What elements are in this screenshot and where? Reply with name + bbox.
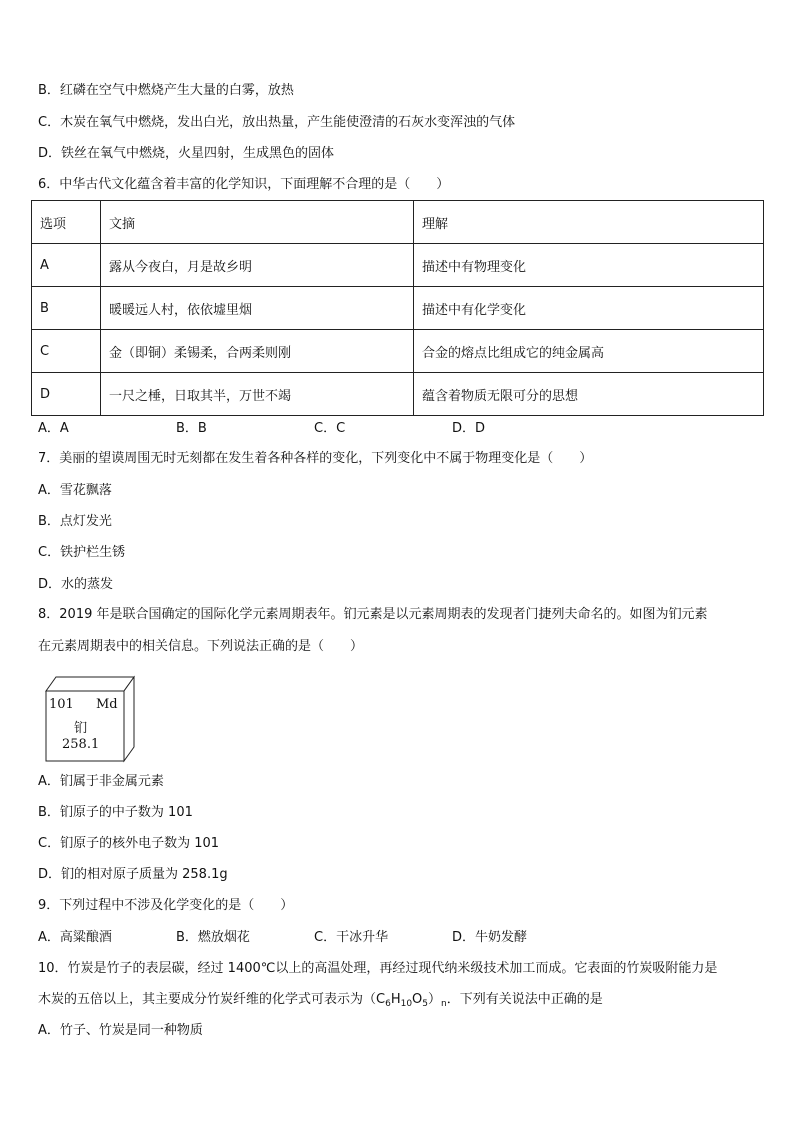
table-cell: A — [32, 244, 101, 287]
q6-option-a: A．A — [38, 421, 69, 436]
q9-option-c: C．干冰升华 — [314, 930, 389, 945]
table-row — [32, 244, 764, 287]
prev-option-b: B．红磷在空气中燃烧产生大量的白雾，放热 — [38, 83, 294, 98]
q7-option-a: A．雪花飘落 — [38, 483, 112, 498]
q6-table — [31, 200, 764, 416]
q10-line2-post: ．下列有关说法中正确的是 — [446, 992, 603, 1007]
table-cell: 露从今夜白，月是故乡明 — [101, 244, 414, 287]
formula-sub-o: 5 — [422, 999, 429, 1009]
q9-option-a: A．高粱酿酒 — [38, 930, 112, 945]
table-header-row — [32, 201, 764, 244]
table-cell: 蕴含着物质无限可分的思想 — [414, 373, 764, 416]
q9-option-d: D．牛奶发酵 — [452, 930, 528, 945]
table-cell: D — [32, 373, 101, 416]
table-header-cell: 选项 — [32, 201, 101, 244]
q7-option-d: D．水的蒸发 — [38, 577, 114, 592]
formula-sub-c: 6 — [385, 999, 391, 1009]
q9-option-b: B．燃放烟花 — [176, 930, 250, 945]
formula-close: ） — [428, 992, 442, 1007]
table-cell: 金（即铜）柔锡柔，合两柔则刚 — [101, 330, 414, 373]
table-cell: 描述中有化学变化 — [414, 287, 764, 330]
table-cell: 一尺之棰，日取其半，万世不竭 — [101, 373, 414, 416]
element-cube-figure — [38, 673, 138, 763]
table-header-cell: 理解 — [414, 201, 764, 244]
formula-sub-n: n — [441, 999, 447, 1009]
formula-o: O — [412, 992, 423, 1007]
table-header-cell: 文摘 — [101, 201, 414, 244]
q7-option-b: B．点灯发光 — [38, 514, 112, 529]
q7-option-c: C．铁护栏生锈 — [38, 545, 126, 560]
q10-option-a: A．竹子、竹炭是同一种物质 — [38, 1023, 203, 1038]
prev-option-d: D．铁丝在氧气中燃烧，火星四射，生成黑色的固体 — [38, 146, 335, 161]
table-cell: 合金的熔点比组成它的纯金属高 — [414, 330, 764, 373]
q6-option-d: D．D — [452, 421, 486, 436]
table-cell: C — [32, 330, 101, 373]
table-cell: 暖暖远人村，依依墟里烟 — [101, 287, 414, 330]
q8-stem-line2: 在元素周期表中的相关信息。下列说法正确的是（ ） — [38, 639, 364, 654]
q6-option-c: C．C — [314, 421, 346, 436]
q10-stem-line2 — [38, 991, 603, 1013]
q8-option-d: D．钔的相对原子质量为 258.1g — [38, 867, 228, 882]
table-row — [32, 373, 764, 416]
q10-stem-line1: 10．竹炭是竹子的表层碳，经过 1400℃以上的高温处理，再经过现代纳米级技术加工而成。它表面的竹炭吸附能力是 — [38, 961, 718, 976]
q6-option-b: B．B — [176, 421, 207, 436]
table-row — [32, 330, 764, 373]
table-cell: B — [32, 287, 101, 330]
q9-stem: 9．下列过程中不涉及化学变化的是（ ） — [38, 898, 294, 913]
table-row — [32, 287, 764, 330]
q10-line2-pre: 木炭的五倍以上，其主要成分竹炭纤维的化学式可表示为（C — [38, 992, 386, 1007]
formula-h: H — [390, 992, 401, 1007]
q7-stem: 7．美丽的望谟周围无时无刻都在发生着各种各样的变化，下列变化中不属于物理变化是（ ） — [38, 451, 593, 466]
q8-stem-line1: 8．2019 年是联合国确定的国际化学元素周期表年。钔元素是以元素周期表的发现者门捷列夫命名的。如图为钔元素 — [38, 607, 708, 622]
q8-option-c: C．钔原子的核外电子数为 101 — [38, 836, 220, 851]
q6-stem: 6．中华古代文化蕴含着丰富的化学知识，下面理解不合理的是（ ） — [38, 177, 450, 192]
element-name: 钔 — [74, 721, 88, 736]
table-cell: 描述中有物理变化 — [414, 244, 764, 287]
formula-sub-h: 10 — [400, 999, 413, 1009]
prev-option-c: C．木炭在氧气中燃烧，发出白光，放出热量，产生能使澄清的石灰水变浑浊的气体 — [38, 115, 516, 130]
element-number: 101 — [49, 697, 74, 712]
q8-option-b: B．钔原子的中子数为 101 — [38, 805, 193, 820]
element-symbol: Md — [96, 697, 118, 712]
q8-option-a: A．钔属于非金属元素 — [38, 774, 164, 789]
element-mass: 258.1 — [62, 737, 100, 752]
